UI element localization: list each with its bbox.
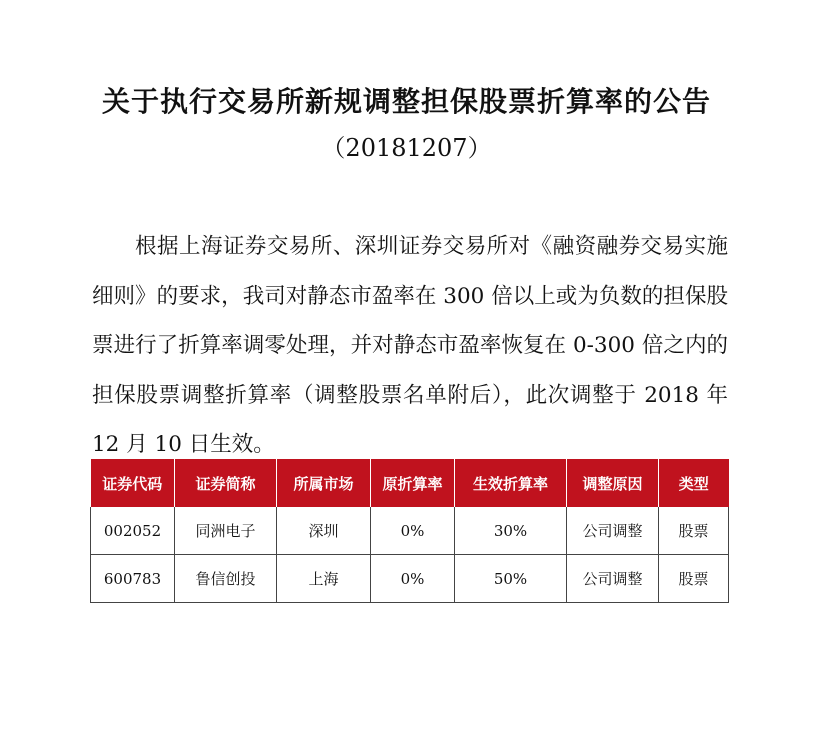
header-type: 类型: [659, 459, 729, 507]
table-row: [91, 555, 729, 603]
header-effective-rate: 生效折算率: [455, 459, 567, 507]
header-original-rate: 原折算率: [371, 459, 455, 507]
cell-original-rate: 0%: [371, 507, 455, 555]
cell-reason: 公司调整: [567, 555, 659, 603]
cell-market: 深圳: [277, 507, 371, 555]
cell-type: 股票: [659, 507, 729, 555]
cell-security-name: 同洲电子: [175, 507, 277, 555]
table-row: [91, 507, 729, 555]
header-market: 所属市场: [277, 459, 371, 507]
announcement-date: （20181207）: [321, 134, 492, 162]
cell-security-code: 002052: [91, 507, 175, 555]
header-security-code: 证券代码: [91, 459, 175, 507]
cell-security-code: 600783: [91, 555, 175, 603]
cell-type: 股票: [659, 555, 729, 603]
cell-original-rate: 0%: [371, 555, 455, 603]
header-reason: 调整原因: [567, 459, 659, 507]
cell-reason: 公司调整: [567, 507, 659, 555]
announcement-body: 根据上海证券交易所、深圳证券交易所对《融资融券交易实施细则》的要求，我司对静态市盈率在 300 倍以上或为负数的担保股票进行了折算率调零处理，并对静态市盈率恢复在 0-300 倍之内的担保股票调整折算率（调整股票名单附后），此次调整于 2018 年 12 月 10 日生效。: [92, 234, 728, 457]
header-security-name: 证券简称: [175, 459, 277, 507]
cell-market: 上海: [277, 555, 371, 603]
announcement-title: 关于执行交易所新规调整担保股票折算率的公告: [101, 85, 711, 118]
table-header-row: [91, 459, 729, 507]
adjustment-table: [90, 459, 729, 603]
cell-effective-rate: 30%: [455, 507, 567, 555]
cell-security-name: 鲁信创投: [175, 555, 277, 603]
cell-effective-rate: 50%: [455, 555, 567, 603]
